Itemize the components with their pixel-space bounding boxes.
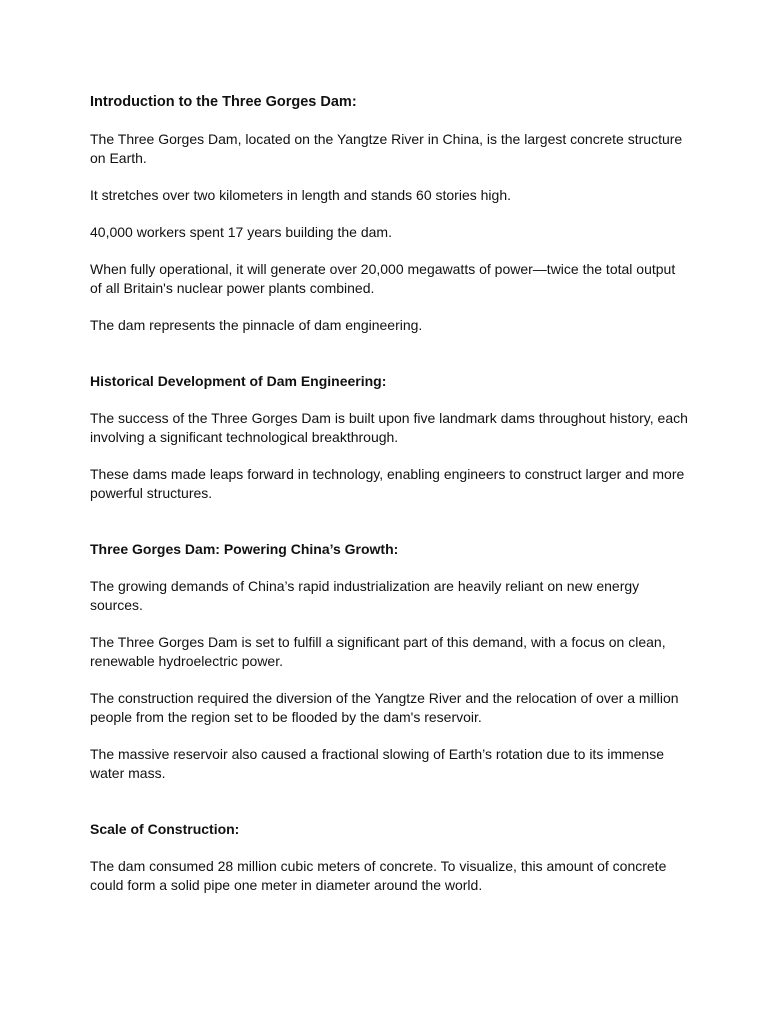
paragraph: When fully operational, it will generate over 20,000 megawatts of power—twice the total output of all Britain's nuclear power plants combined. — [90, 261, 676, 296]
paragraph: The success of the Three Gorges Dam is built upon five landmark dams throughout history, each involving a significant technological breakthrough. — [90, 410, 688, 445]
paragraph: These dams made leaps forward in technology, enabling engineers to construct larger and more powerful structures. — [90, 466, 685, 501]
paragraph: It stretches over two kilometers in length and stands 60 stories high. — [90, 187, 511, 203]
document-body — [90, 93, 690, 895]
section-heading: Historical Development of Dam Engineering: — [90, 373, 387, 389]
section-scale-of-construction — [90, 820, 690, 895]
paragraph: The construction required the diversion of the Yangtze River and the relocation of over a million people from the region set to be flooded by the dam's reservoir. — [90, 690, 679, 725]
section-heading: Introduction to the Three Gorges Dam: — [90, 94, 357, 110]
paragraph: The Three Gorges Dam, located on the Yangtze River in China, is the largest concrete structure on Earth. — [90, 131, 683, 166]
section-heading: Three Gorges Dam: Powering China’s Growth: — [90, 541, 399, 557]
paragraph: The growing demands of China’s rapid industrialization are heavily reliant on new energy sources. — [90, 578, 640, 613]
section-powering-growth — [90, 540, 690, 783]
section-heading: Scale of Construction: — [90, 821, 240, 837]
paragraph: The dam consumed 28 million cubic meters of concrete. To visualize, this amount of concrete could form a solid pipe one meter in diameter around the world. — [90, 858, 667, 893]
paragraph: The massive reservoir also caused a fractional slowing of Earth’s rotation due to its immense water mass. — [90, 746, 665, 781]
paragraph: 40,000 workers spent 17 years building the dam. — [90, 224, 392, 240]
section-historical-development — [90, 372, 690, 503]
paragraph: The Three Gorges Dam is set to fulfill a significant part of this demand, with a focus on clean, renewable hydroelectric power. — [90, 634, 666, 669]
paragraph: The dam represents the pinnacle of dam engineering. — [90, 317, 423, 333]
section-introduction — [90, 93, 690, 335]
